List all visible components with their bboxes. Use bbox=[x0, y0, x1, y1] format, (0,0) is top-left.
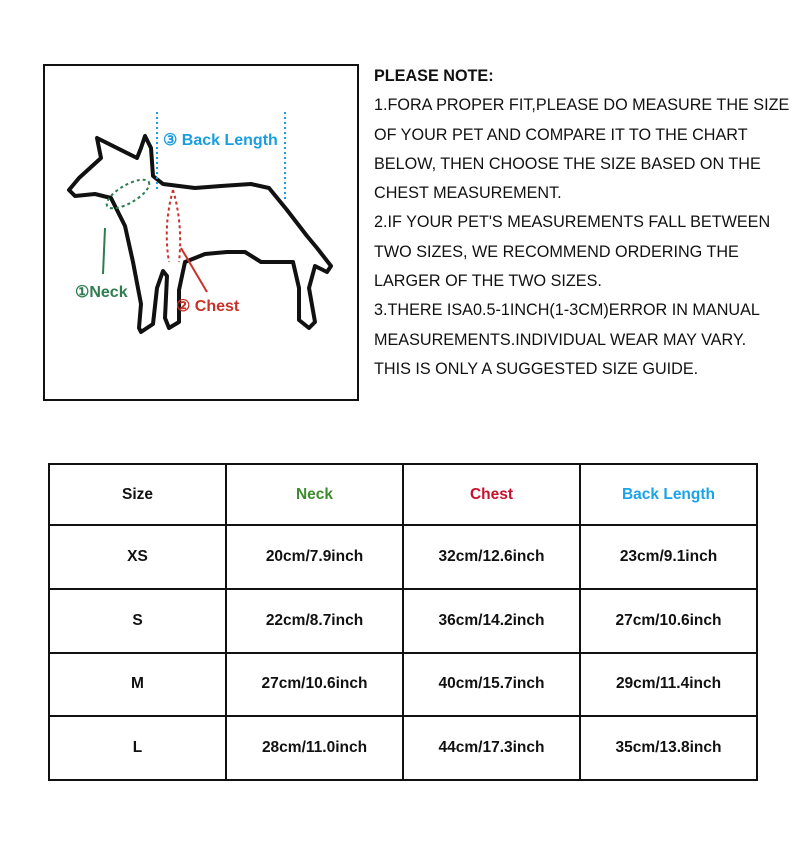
note-line: 3.THERE ISA0.5-1INCH(1-3CM)ERROR IN MANUAL bbox=[374, 301, 760, 320]
note-line: LARGER OF THE TWO SIZES. bbox=[374, 272, 602, 291]
chest-label: ② Chest bbox=[176, 298, 240, 315]
header-back-length: Back Length bbox=[580, 464, 757, 525]
neck-label: ①Neck bbox=[75, 284, 128, 301]
neck-pointer-line bbox=[103, 228, 105, 274]
note-line: TWO SIZES, WE RECOMMEND ORDERING THE bbox=[374, 242, 739, 261]
size-note bbox=[374, 62, 790, 384]
note-line: OF YOUR PET AND COMPARE IT TO THE CHART bbox=[374, 125, 748, 144]
header-neck: Neck bbox=[226, 464, 403, 525]
note-line: 2.IF YOUR PET'S MEASUREMENTS FALL BETWEEN bbox=[374, 213, 771, 232]
table-row bbox=[49, 653, 757, 717]
size-chart-table bbox=[48, 463, 758, 781]
cell-size: M bbox=[49, 653, 226, 717]
note-line: MEASUREMENTS.INDIVIDUAL WEAR MAY VARY. bbox=[374, 330, 747, 349]
note-line: CHEST MEASUREMENT. bbox=[374, 184, 562, 203]
cell-size: S bbox=[49, 589, 226, 653]
cell-back-length: 23cm/9.1inch bbox=[580, 525, 757, 589]
cell-chest: 44cm/17.3inch bbox=[403, 716, 580, 780]
cell-neck: 20cm/7.9inch bbox=[226, 525, 403, 589]
cell-back-length: 29cm/11.4inch bbox=[580, 653, 757, 717]
dog-illustration bbox=[45, 66, 361, 403]
cell-neck: 28cm/11.0inch bbox=[226, 716, 403, 780]
note-line: BELOW, THEN CHOOSE THE SIZE BASED ON THE bbox=[374, 154, 761, 173]
cell-size: L bbox=[49, 716, 226, 780]
header-chest: Chest bbox=[403, 464, 580, 525]
note-line: THIS IS ONLY A SUGGESTED SIZE GUIDE. bbox=[374, 359, 699, 378]
note-title: PLEASE NOTE: bbox=[374, 67, 494, 85]
measurement-diagram bbox=[43, 64, 359, 401]
cell-neck: 27cm/10.6inch bbox=[226, 653, 403, 717]
cell-back-length: 27cm/10.6inch bbox=[580, 589, 757, 653]
table-row bbox=[49, 589, 757, 653]
table-header-row bbox=[49, 464, 757, 525]
table-row bbox=[49, 716, 757, 780]
neck-measure-ring bbox=[103, 174, 154, 214]
cell-back-length: 35cm/13.8inch bbox=[580, 716, 757, 780]
note-line: 1.FORA PROPER FIT,PLEASE DO MEASURE THE SIZE bbox=[374, 96, 790, 115]
cell-chest: 40cm/15.7inch bbox=[403, 653, 580, 717]
cell-neck: 22cm/8.7inch bbox=[226, 589, 403, 653]
cell-chest: 36cm/14.2inch bbox=[403, 589, 580, 653]
back-length-label: ③ Back Length bbox=[163, 132, 278, 149]
cell-size: XS bbox=[49, 525, 226, 589]
cell-chest: 32cm/12.6inch bbox=[403, 525, 580, 589]
chest-measure-ring bbox=[167, 190, 180, 262]
header-size: Size bbox=[49, 464, 226, 525]
table-row bbox=[49, 525, 757, 589]
